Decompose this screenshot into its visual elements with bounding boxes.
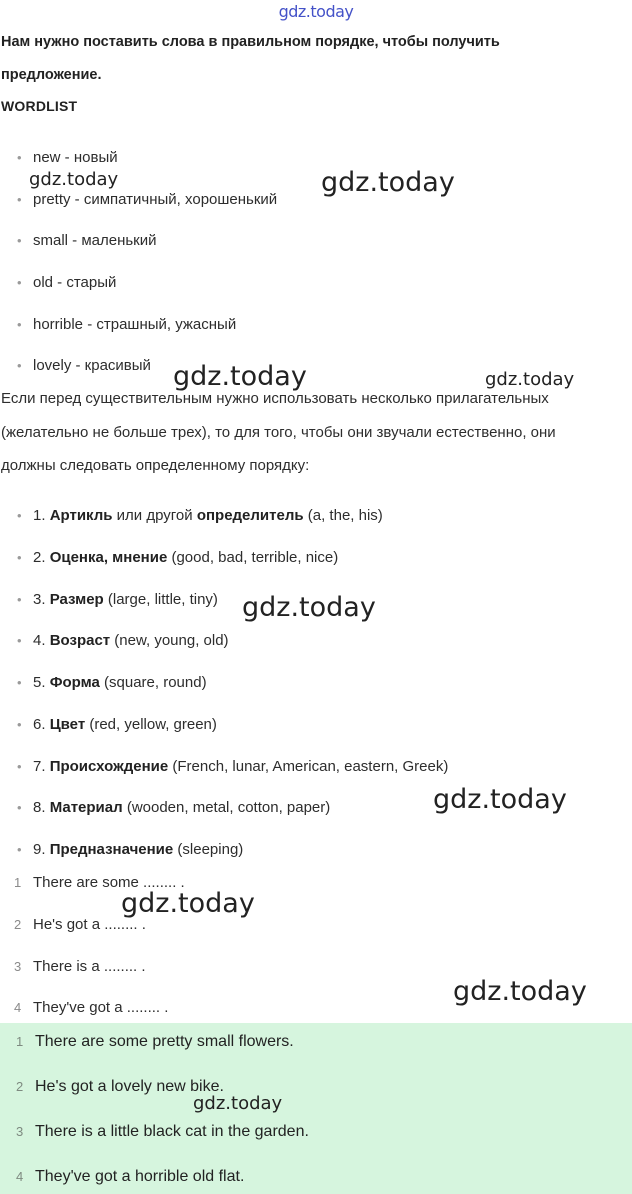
bullet-icon: • [17, 717, 22, 732]
watermark: gdz.today [321, 167, 455, 198]
header-watermark: gdz.today [278, 2, 354, 21]
explanation-line-2: (желательно не больше трех), то для того, чтобы они звучали естественно, они [1, 424, 556, 441]
bullet-icon: • [17, 800, 22, 815]
explanation-line-3: должны следовать определенному порядку: [1, 457, 310, 474]
watermark: gdz.today [29, 169, 119, 190]
bullet-icon: • [17, 317, 22, 332]
watermark: gdz.today [193, 1093, 283, 1114]
order-item: • 8. Материал (wooden, metal, cotton, paper) [17, 797, 330, 819]
watermark: gdz.today [242, 592, 376, 623]
bullet-icon: • [17, 508, 22, 523]
intro-line-2: предложение. [1, 67, 102, 83]
exercise-item: 2 He's got a ........ . [14, 916, 146, 933]
order-item: • 4. Возраст (new, young, old) [17, 630, 229, 652]
watermark: gdz.today [485, 369, 575, 390]
bullet-icon: • [17, 759, 22, 774]
bullet-icon: • [17, 275, 22, 290]
bullet-icon: • [17, 675, 22, 690]
bullet-icon: • [17, 150, 22, 165]
bullet-icon: • [17, 233, 22, 248]
bullet-icon: • [17, 633, 22, 648]
answer-item: 1 There are some pretty small flowers. [16, 1033, 294, 1050]
watermark: gdz.today [453, 976, 587, 1007]
exercise-item: 1 There are some ........ . [14, 874, 185, 891]
exercise-item: 4 They've got a ........ . [14, 999, 169, 1016]
bullet-icon: • [17, 358, 22, 373]
order-item: • 6. Цвет (red, yellow, green) [17, 714, 217, 736]
order-item: • 1. Артикль или другой определитель (a, the, his) [17, 505, 383, 527]
wordlist-title: WORDLIST [1, 98, 78, 114]
exercise-item: 3 There is a ........ . [14, 958, 146, 975]
order-item: • 3. Размер (large, little, tiny) [17, 589, 218, 611]
list-item: • horrible - страшный, ужасный [17, 314, 236, 336]
bullet-icon: • [17, 592, 22, 607]
bullet-icon: • [17, 192, 22, 207]
bullet-icon: • [17, 550, 22, 565]
list-item: • old - старый [17, 272, 116, 294]
list-item: • new - новый [17, 147, 118, 169]
watermark: gdz.today [433, 784, 567, 815]
list-item: • pretty - симпатичный, хорошенький [17, 189, 277, 211]
answer-item: 3 There is a little black cat in the garden. [16, 1123, 309, 1140]
answer-item: 2 He's got a lovely new bike. [16, 1078, 224, 1095]
list-item: • lovely - красивый [17, 355, 151, 377]
order-item: • 2. Оценка, мнение (good, bad, terrible, nice) [17, 547, 338, 569]
order-item: • 9. Предназначение (sleeping) [17, 839, 243, 861]
bullet-icon: • [17, 842, 22, 857]
answer-item: 4 They've got a horrible old flat. [16, 1168, 245, 1185]
intro-line-1: Нам нужно поставить слова в правильном порядке, чтобы получить [1, 34, 500, 50]
watermark: gdz.today [121, 888, 255, 919]
order-item: • 5. Форма (square, round) [17, 672, 207, 694]
explanation-line-1: Если перед существительным нужно использовать несколько прилагательных [1, 390, 549, 407]
list-item: • small - маленький [17, 230, 157, 252]
order-item: • 7. Происхождение (French, lunar, American, eastern, Greek) [17, 756, 448, 778]
answer-box [0, 1023, 632, 1194]
watermark: gdz.today [173, 361, 307, 392]
